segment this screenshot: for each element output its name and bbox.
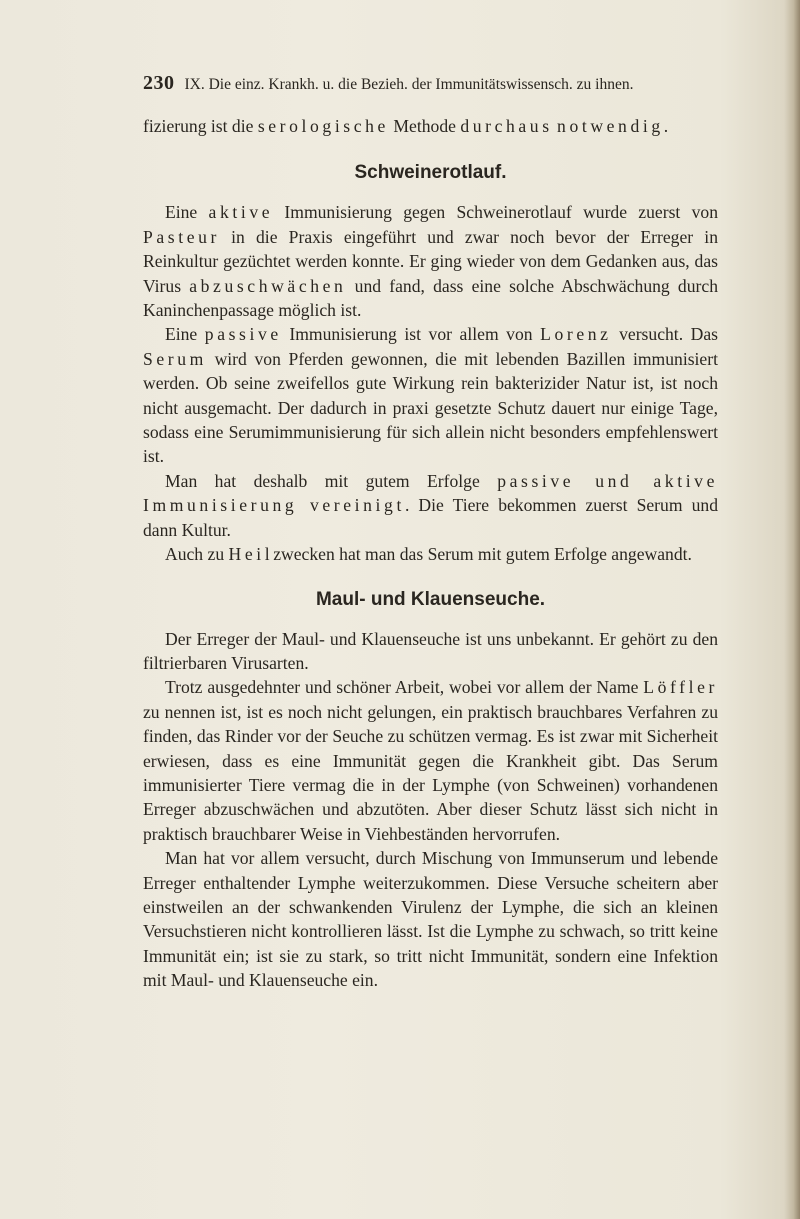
text-run: . [663, 116, 669, 136]
text-run: Trotz ausgedehnter und schöner Arbeit, wobei vor allem der Name [165, 677, 644, 698]
paragraph [143, 469, 718, 542]
page-content [143, 72, 718, 993]
section-heading-schweinerotlauf: Schweinerotlauf. [354, 162, 507, 184]
text-run: wird von Pferden gewonnen, die mit lebenden Bazillen immunisiert werden. Ob seine zweifellos gute Wirkung rein bakterizider Natur ist, ist noch nicht ausgemacht. Der dadurch in praxi gesetzte Schutz dauert nur einige Tage, sodass eine Serumimmunisierung für sich allein nicht besonders empfehlenswert ist. [143, 348, 718, 467]
text-run: Methode [388, 116, 461, 136]
text-run: Eine [165, 324, 205, 345]
emphasis-text: serologische [257, 116, 389, 136]
page-edge-shadow [784, 0, 800, 1219]
text-run: in die Praxis eingeführt und zwar noch bevor der Erreger in Reinkultur gezüchtet werden konnte. Er ging wieder von dem Gedanken aus, das Virus [143, 226, 718, 296]
text-run: Immunisierung ist vor allem von [281, 324, 541, 345]
emphasis-text: durchaus [460, 116, 553, 136]
intro-paragraph [143, 114, 718, 138]
paragraph [143, 322, 718, 468]
emphasis-text: Serum [143, 348, 207, 369]
text-run: versucht. Das [611, 324, 718, 345]
text-run: . Die Tiere bekommen zuerst Serum und dann Kultur. [143, 495, 718, 540]
text-run: zwecken hat man das Serum mit gutem Erfolge angewandt. [273, 544, 692, 565]
text-run: fizierung ist die [143, 116, 258, 136]
emphasis-text: Pasteur [143, 226, 220, 247]
emphasis-text: Heil [228, 544, 274, 565]
text-run: Eine [165, 202, 209, 223]
text-run: zu nennen ist, ist es noch nicht gelungen, ein praktisch brauchbares Verfahren zu finden, das Rinder vor der Seuche zu schützen vermag. Es ist zwar mit Sicherheit erwiesen, dass es eine Immunität gegen die Krankheit gibt. Das Serum immunisierter Tiere vermag die in der Lymphe (von Schweinen) vorhandenen Erreger abzuschwächen und abzutöten. Aber dieser Schutz lässt sich nicht in praktisch brauchbarer Weise in Viehbeständen hervorrufen. [143, 701, 718, 844]
paragraph: Man hat vor allem versucht, durch Mischung von Immunserum und lebende Erreger enthaltender Lymphe weiterzukommen. Diese Versuche scheitern aber einstweilen an der schwankenden Virulenz der Lymphe, die sich an kleinen Versuchstieren nicht kontrollieren lässt. Ist die Lymphe zu schwach, so tritt keine Immunität ein; ist sie zu stark, so tritt nicht Immunität, sondern eine Infektion mit Maul- und Klauenseuche ein. [143, 848, 718, 991]
emphasis-text: Löffler [643, 677, 718, 698]
text-run: Auch zu [165, 544, 229, 565]
running-header [143, 72, 718, 96]
page-number: 230 [143, 72, 175, 94]
running-title: IX. Die einz. Krankh. u. die Bezieh. der Immunitätswissensch. zu ihnen. [184, 76, 634, 93]
paragraph [143, 542, 718, 566]
text-run: Man hat deshalb mit gutem Erfolge [165, 470, 498, 491]
section-heading-maul-und-klauenseuche: Maul- und Klauenseuche. [315, 588, 546, 610]
emphasis-text: aktive [208, 202, 274, 223]
emphasis-text: abzuschwächen [189, 275, 347, 296]
text-run: Immunisierung gegen Schweinerotlauf wurde zuerst von [273, 202, 718, 223]
emphasis-text: Lorenz [540, 324, 612, 345]
emphasis-text: passive und aktive Immunisierung vereinigt [143, 470, 718, 516]
text-run: und fand, dass eine solche Abschwächung durch Kaninchenpassage möglich ist. [143, 275, 718, 321]
paragraph: Der Erreger der Maul- und Klauenseuche ist uns unbekannt. Er gehört zu den filtrierbaren Virusarten. [143, 628, 718, 673]
emphasis-text: notwendig [557, 116, 664, 136]
emphasis-text: passive [204, 324, 282, 345]
paragraph [143, 675, 718, 846]
paragraph [143, 200, 718, 322]
